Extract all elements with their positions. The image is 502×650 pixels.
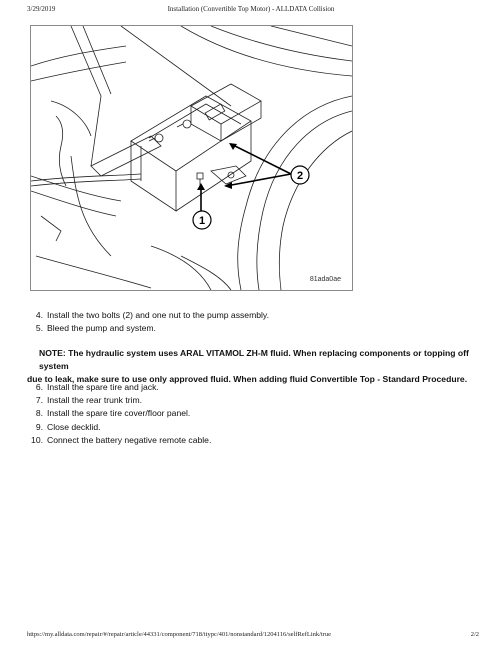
- step-number: 5.: [35, 323, 43, 334]
- step-text: Connect the battery negative remote cable.: [47, 434, 212, 445]
- step-number: 6.: [35, 382, 43, 392]
- note-line-1: NOTE: The hydraulic system uses ARAL VITAMOL ZH-M fluid. When replacing components or topping off system: [39, 348, 469, 372]
- pump-installation-illustration: [30, 25, 353, 291]
- callout-2-label: 2: [296, 170, 304, 182]
- step-item: [27, 309, 269, 322]
- step-number: 9.: [35, 421, 43, 432]
- steps-list-a: [27, 309, 269, 335]
- step-number: 8.: [35, 408, 43, 419]
- note-line-2: due to leak, make sure to use only approved fluid. When adding fluid Convertible Top - Standard Procedure.: [27, 374, 468, 385]
- step-number: 7.: [35, 395, 43, 406]
- print-date: 3/29/2019: [27, 5, 56, 13]
- step-item: [27, 381, 211, 394]
- figure-image-code: 81ada0ae: [309, 276, 341, 283]
- step-number: 4.: [35, 310, 43, 320]
- step-item: [27, 322, 269, 335]
- step-item: [27, 421, 211, 434]
- page-header-title: Installation (Convertible Top Motor) - ALLDATA Collision: [167, 5, 335, 13]
- step-text: Install the rear trunk trim.: [47, 395, 143, 406]
- step-item: [27, 394, 211, 407]
- page-number: 2/2: [470, 631, 479, 638]
- page-url: https://my.alldata.com/repair/#/repair/article/44331/component/718/itypc/401/nonstandard/1204116/selfRefLink/true: [27, 631, 332, 638]
- pump-line-drawing: [31, 26, 352, 290]
- step-text: Install the two bolts (2) and one nut to the pump assembly.: [47, 310, 269, 320]
- steps-list-b: [27, 381, 211, 447]
- callout-1-label: 1: [198, 215, 206, 227]
- step-text: Install the spare tire and jack.: [47, 382, 159, 392]
- step-text: Bleed the pump and system.: [47, 323, 156, 334]
- step-text: Install the spare tire cover/floor panel.: [47, 408, 191, 419]
- step-number: 10.: [31, 434, 43, 445]
- step-item: [27, 434, 211, 447]
- step-text: Close decklid.: [47, 421, 101, 432]
- step-item: [27, 407, 211, 420]
